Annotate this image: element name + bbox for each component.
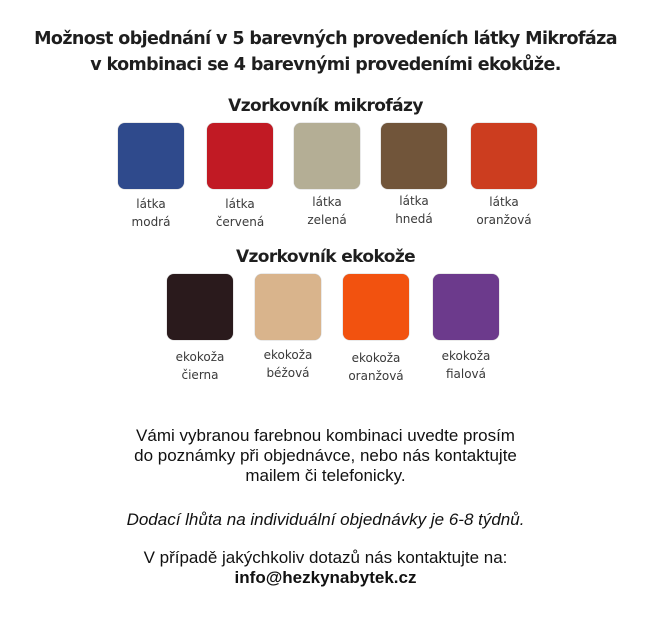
swatch-label-material: látka [312, 195, 342, 209]
contact-prompt: V případě jakýchkoliv dotazů nás kontaktujte na: [143, 548, 508, 567]
mikrofaza-swatch-zelená [294, 123, 360, 189]
swatch-label-material: látka [399, 194, 429, 208]
order-instructions-line: Vámi vybranou farebnou kombinaci uvedte prosím [136, 426, 515, 445]
contact-email-link[interactable]: info@hezkynabytek.cz [234, 568, 417, 587]
mikrofaza-heading: Vzorkovník mikrofázy [228, 96, 423, 116]
mikrofaza-swatch-label [101, 195, 201, 231]
swatch-label-color: oranžová [348, 369, 404, 383]
ekokoza-swatch-čierna [167, 274, 233, 340]
order-instructions-line: mailem či telefonicky. [245, 466, 406, 485]
mikrofaza-swatch-label [190, 195, 290, 231]
mikrofaza-swatch-label [277, 193, 377, 229]
swatch-label-material: ekokoža [351, 351, 401, 365]
order-instructions [0, 426, 651, 486]
swatch-label-color: zelená [307, 213, 347, 227]
swatch-label-material: ekokoža [175, 350, 225, 364]
mikrofaza-swatch-label [364, 192, 464, 228]
swatch-label-color: modrá [131, 215, 171, 229]
page-title-line-1: Možnost objednání v 5 barevných provedeních látky Mikrofáza [34, 29, 617, 49]
swatch-label-material: látka [225, 197, 255, 211]
swatch-label-material: ekokoža [263, 348, 313, 362]
swatch-label-color: červená [215, 215, 265, 229]
mikrofaza-swatch-modrá [118, 123, 184, 189]
mikrofaza-swatch-červená [207, 123, 273, 189]
delivery-note: Dodací lhůta na individuální objednávky je 6-8 týdnů. [126, 510, 525, 529]
mikrofaza-swatch-oranžová [471, 123, 537, 189]
swatch-label-color: čierna [181, 368, 219, 382]
swatch-label-material: ekokoža [441, 349, 491, 363]
swatch-label-color: fialová [445, 367, 487, 381]
swatch-label-color: béžová [266, 366, 310, 380]
mikrofaza-swatch-hnedá [381, 123, 447, 189]
ekokoza-heading: Vzorkovník ekokože [235, 247, 416, 267]
ekokoza-swatch-oranžová [343, 274, 409, 340]
ekokoza-swatch-label [326, 349, 426, 385]
mikrofaza-swatch-label [454, 193, 554, 229]
ekokoza-swatch-béžová [255, 274, 321, 340]
swatch-label-material: látka [489, 195, 519, 209]
order-instructions-line: do poznámky při objednávce, nebo nás kontaktujte [134, 446, 517, 465]
ekokoza-swatch-label [150, 348, 250, 384]
swatch-label-color: hnedá [395, 212, 433, 226]
page-title-line-2: v kombinaci se 4 barevnými provedeními ekokůže. [90, 55, 561, 75]
ekokoza-swatch-label [238, 346, 338, 382]
swatch-label-material: látka [136, 197, 166, 211]
ekokoza-swatch-fialová [433, 274, 499, 340]
ekokoza-swatch-label [416, 347, 516, 383]
swatch-label-color: oranžová [476, 213, 532, 227]
